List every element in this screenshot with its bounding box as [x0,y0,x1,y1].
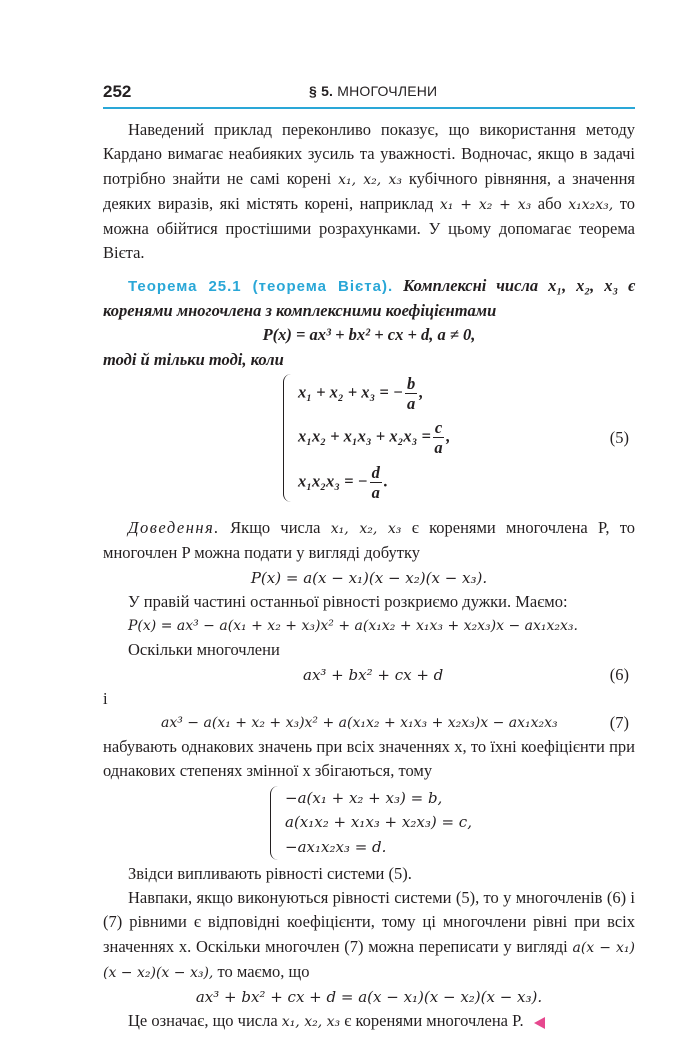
proof-end-triangle-icon [534,1017,545,1029]
equation-label-6: (6) [609,664,629,684]
conjunction-and: і [103,688,108,708]
section-number: § 5. [309,83,334,99]
vieta-eq-3: x₁x₂x₃ = − $\frac{d}{a}$ . [298,462,389,502]
coef-eq-2: a(x₁x₂ + x₁x₃ + x₂x₃) = c, [285,813,472,832]
consequence-text: Звідси випливають рівності системи (5). [128,863,412,883]
vieta-eq-2: x₁x₂ + x₁x₃ + x₂x₃ = $\frac{c}{a}$ , [298,418,451,458]
intro-paragraph: Наведений приклад переконливо показує, що використання методу Кардано вимагає неабияких зусиль та уважності. Водночас, якщо в задачі потрібно знайти не самі корені x₁, x₂, x₃ кубічного рівняння, а значення деяких виразів, які містять корені, наприклад x₁ + x₂ + x₃ або x₁x₂x₃, то можна обійтися простішими розрахунками. У цьому допомагає теорема Вієта. [103,120,636,263]
equation-7-row [103,711,635,735]
vieta-eq-1: x₁ + x₂ + x₃ = − $\frac{b}{a}$ , [298,373,424,413]
page-content [103,118,635,1035]
proof-word: Доведення. [128,517,220,537]
page-number: 252 [103,82,132,101]
equation-label-5: (5) [609,427,629,447]
coefficients-text: набувають однакових значень при всіх значеннях x, то їхні коефіцієнти при однакових степенях змінної x збігаються, тому [103,737,635,781]
theorem-polynomial: P(x) = ax³ + bx² + cx + d, a ≠ 0, [262,325,476,345]
polynomials-text: Оскільки многочлени [128,640,280,660]
polynomial-7: ax³ − a(x₁ + x₂ + x₃)x² + a(x₁x₂ + x₁x₃ + x₂x₃)x − ax₁x₂x₃ [161,715,558,732]
system-brace [283,374,294,502]
polynomial-6: ax³ + bx² + cx + d [303,665,444,684]
system-brace-2 [270,786,281,860]
expand-text: У правій частині останньої рівності розкриємо дужки. Маємо: [128,591,568,611]
coef-eq-3: −ax₁x₂x₃ = d. [285,838,387,857]
proof-paragraph: Доведення. Якщо числа x₁, x₂, x₃ є коренями многочлена P, то многочлен P можна подати у вигляді добутку [103,517,636,563]
equation-label-7: (7) [609,713,629,733]
equation-6-row [103,663,635,687]
coefficient-system [103,784,635,862]
section-title [309,83,437,99]
page-header [103,80,635,108]
header-rule [103,107,635,109]
coef-eq-1: −a(x₁ + x₂ + x₃) = b, [285,788,443,807]
expanded-form: P(x) = ax³ − a(x₁ + x₂ + x₃)x² + a(x₁x₂ + x₁x₃ + x₂x₃)x − ax₁x₂x₃. [128,618,578,635]
section-name: МНОГОЧЛЕНИ [337,83,438,99]
vieta-system [103,372,635,504]
theorem-statement: Теорема 25.1 (теорема Вієта). Комплексні числа x₁, x₂, x₃ є коренями многочлена з комплексними коефіцієнтами [103,275,635,321]
factored-form: P(x) = a(x − x₁)(x − x₂)(x − x₃). [250,568,488,587]
converse-paragraph: Навпаки, якщо виконуються рівності системи (5), то у многочленів (6) і (7) рівними є відповідні коефіцієнти, тому ці многочлени рівні при всіх значеннях x. Оскільки многочлен (7) можна переписати у вигляді a(x − x₁)(x − x₂)(x − x₃), то маємо, що [103,887,635,981]
conclusion-paragraph: Це означає, що числа x₁, x₂, x₃ є коренями многочлена P. [103,1009,635,1034]
final-identity: ax³ + bx² + cx + d = a(x − x₁)(x − x₂)(x − x₃). [195,988,543,1007]
theorem-title: Теорема 25.1 (теорема Вієта). [128,277,394,295]
theorem-condition: тоді й тільки тоді, коли [103,349,284,369]
